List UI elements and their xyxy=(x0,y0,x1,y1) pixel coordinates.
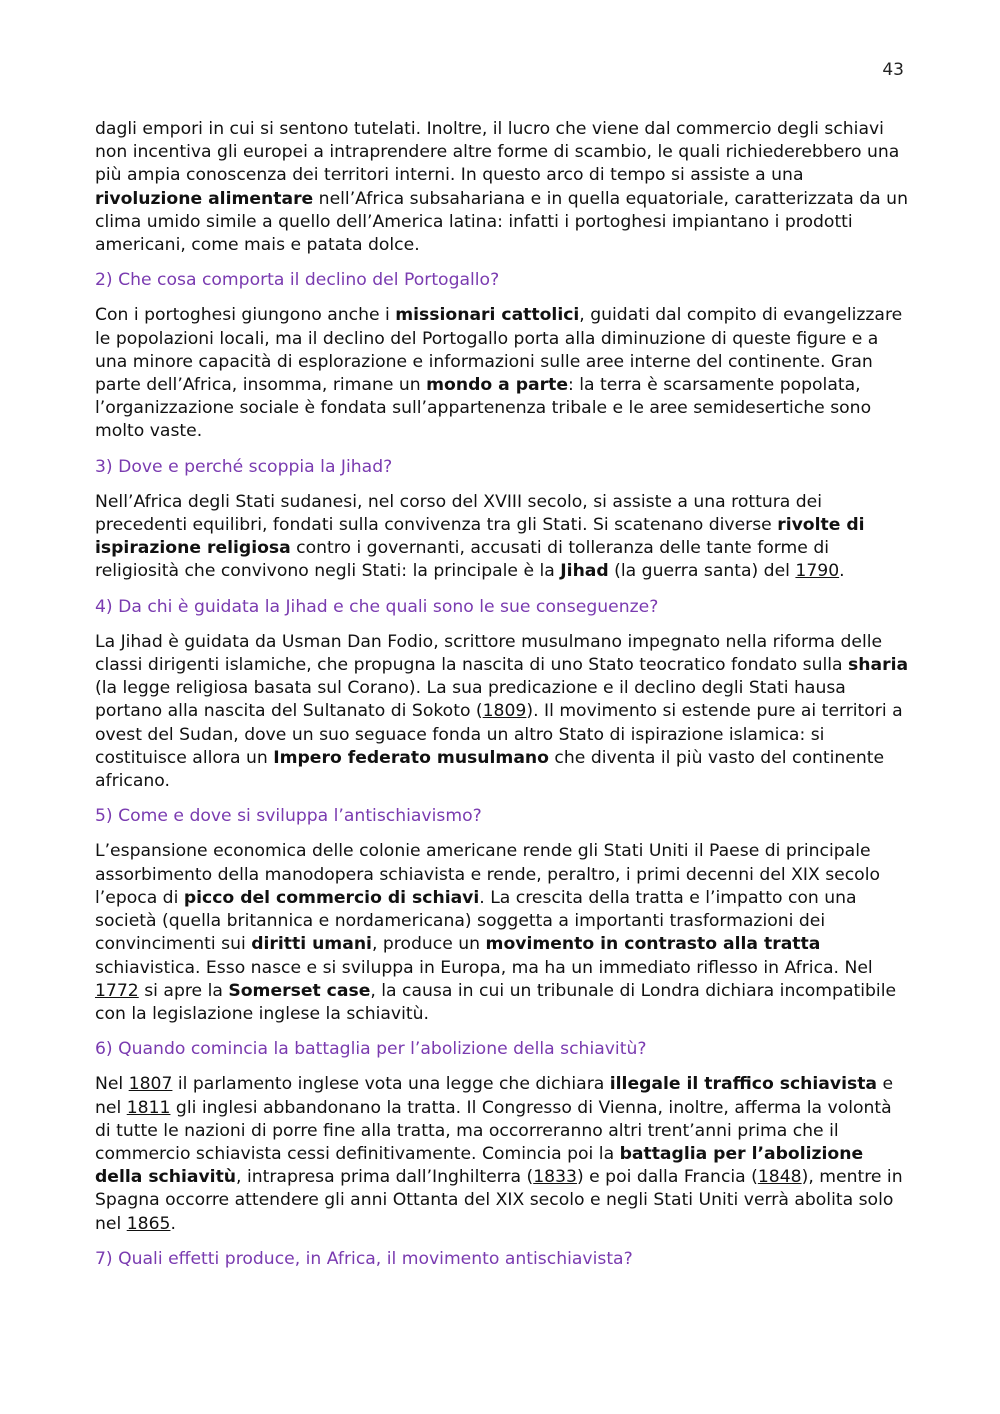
year-underlined: 1790 xyxy=(795,561,840,582)
year-underlined: 1848 xyxy=(757,1167,802,1188)
bold-term: missionari cattolici xyxy=(395,305,580,326)
bold-term: movimento in contrasto alla tratta xyxy=(485,934,821,955)
paragraph-answer-5: L’espansione economica delle colonie americane rende gli Stati Uniti il Paese di principale assorbimento della manodopera schiavista e rende, peraltro, i primi decenni del XIX secolo l’epoca di picco del commercio di schiavi. La crescita della tratta e l’impatto con una società (quella britannica e nordamericana) soggetta a importanti trasformazioni dei convincimenti sui diritti umani, produce un movimento in contrasto alla tratta schiavistica. Esso nasce e si sviluppa in Europa, ma ha un immediato riflesso in Africa. Nel 1772 si apre la Somerset case, la causa in cui un tribunale di Londra dichiara incompatibile con la legislazione inglese la schiavitù. xyxy=(95,841,897,1024)
paragraph-answer-3: Nell’Africa degli Stati sudanesi, nel corso del XVIII secolo, si assiste a una rottura dei precedenti equilibri, fondati sulla convivenza tra gli Stati. Si scatenano diverse rivolte di ispirazione religiosa contro i governanti, accusati di tolleranza delle tante forme di religiosità che convivono negli Stati: la principale è la Jihad (la guerra santa) del 1790. xyxy=(95,491,865,582)
page-number: 43 xyxy=(882,60,904,80)
document-body xyxy=(95,118,910,1283)
bold-term: Jihad xyxy=(560,561,609,582)
question-heading-4: 4) Da chi è guidata la Jihad e che quali sono le sue conseguenze? xyxy=(95,596,659,617)
year-underlined: 1865 xyxy=(126,1213,171,1234)
bold-term: mondo a parte xyxy=(426,375,569,396)
paragraph-answer-2: Con i portoghesi giungono anche i missionari cattolici, guidati dal compito di evangelizzare le popolazioni locali, ma il declino del Portogallo porta alla diminuzione di queste figure e a una minore capacità di esplorazione e informazioni sulle aree interne del continente. Gran parte dell’Africa, insomma, rimane un mondo a parte: la terra è scarsamente popolata, l’organizzazione sociale è fondata sull’appartenenza tribale e le aree semidesertiche sono molto vaste. xyxy=(95,305,903,442)
bold-term: diritti umani xyxy=(251,934,372,955)
paragraph-answer-4: La Jihad è guidata da Usman Dan Fodio, scrittore musulmano impegnato nella riforma delle classi dirigenti islamiche, che propugna la nascita di uno Stato teocratico fondato sulla sharia (la legge religiosa basata sul Corano). La sua predicazione e il declino degli Stati hausa portano alla nascita del Sultanato di Sokoto (1809). Il movimento si estende pure ai territori a ovest del Sudan, dove un suo seguace fonda un altro Stato di ispirazione islamica: si costituisce allora un Impero federato musulmano che diventa il più vasto del continente africano. xyxy=(95,631,909,792)
year-underlined: 1809 xyxy=(482,701,527,722)
paragraph-answer-6: Nel 1807 il parlamento inglese vota una legge che dichiara illegale il traffico schiavista e nel 1811 gli inglesi abbandonano la tratta. Il Congresso di Vienna, inoltre, afferma la volontà di tutte le nazioni di porre fine alla tratta, ma occorreranno altri trent’anni prima che il commercio schiavista cessi definitivamente. Comincia poi la battaglia per l’abolizione della schiavitù, intrapresa prima dall’Inghilterra (1833) e poi dalla Francia (1848), mentre in Spagna occorre attendere gli anni Ottanta del XIX secolo e negli Stati Uniti verrà abolita solo nel 1865. xyxy=(95,1074,903,1234)
question-heading-3: 3) Dove e perché scoppia la Jihad? xyxy=(95,456,393,477)
bold-term: sharia xyxy=(848,655,909,676)
question-heading-6: 6) Quando comincia la battaglia per l’abolizione della schiavitù? xyxy=(95,1039,647,1060)
bold-term: Somerset case xyxy=(228,980,371,1001)
paragraph-portuguese-trade: dagli empori in cui si sentono tutelati. Inoltre, il lucro che viene dal commercio degli schiavi non incentiva gli europei a intraprendere altre forme di scambio, le quali richiederebbero una più ampia conoscenza dei territori interni. In questo arco di tempo si assiste a una rivoluzione alimentare nell’Africa subsahariana e in quella equatoriale, caratterizzata da un clima umido simile a quello dell’America latina: infatti i portoghesi impiantano i prodotti americani, come mais e patata dolce. xyxy=(95,119,908,256)
question-heading-2: 2) Che cosa comporta il declino del Portogallo? xyxy=(95,270,500,291)
question-heading-7: 7) Quali effetti produce, in Africa, il movimento antischiavista? xyxy=(95,1248,633,1269)
year-underlined: 1807 xyxy=(128,1074,173,1095)
year-underlined: 1811 xyxy=(126,1097,171,1118)
bold-term: rivoluzione alimentare xyxy=(95,188,314,209)
year-underlined: 1833 xyxy=(533,1167,577,1188)
year-underlined: 1772 xyxy=(95,980,139,1001)
bold-term: illegale il traffico schiavista xyxy=(609,1074,878,1095)
bold-term: picco del commercio di schiavi xyxy=(183,887,480,908)
bold-term: Impero federato musulmano xyxy=(273,747,549,768)
bold-term: rivolte di ispirazione religiosa xyxy=(95,515,865,559)
bold-term: battaglia per l’abolizione della schiavitù xyxy=(95,1143,864,1188)
question-heading-5: 5) Come e dove si sviluppa l’antischiavismo? xyxy=(95,806,482,827)
